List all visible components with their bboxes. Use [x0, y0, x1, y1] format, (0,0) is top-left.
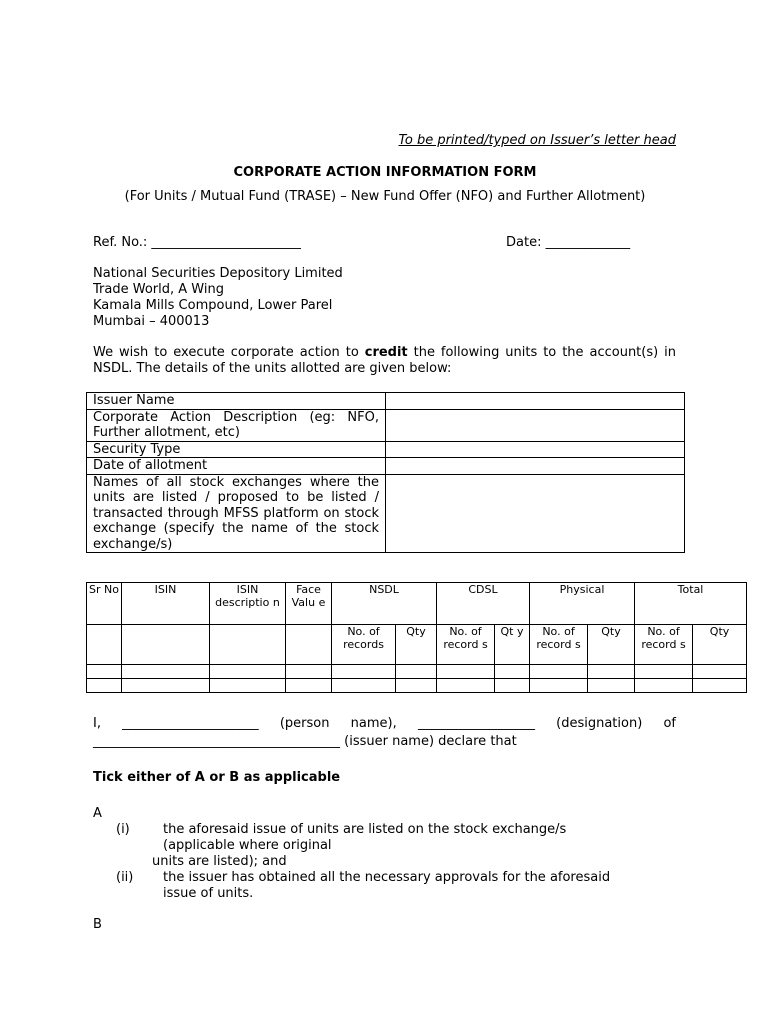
header-face-value: Face Valu e	[286, 583, 332, 625]
declaration-line-2: ______________________________________ (issuer name) declare that	[93, 734, 517, 749]
intro-bold: credit	[364, 345, 408, 360]
person-name-blank: _____________________	[122, 716, 259, 731]
value-cell[interactable]	[386, 393, 685, 410]
table-cell[interactable]	[530, 665, 588, 679]
section-b-label: B	[93, 917, 102, 932]
row-label: Issuer Name	[87, 393, 386, 410]
table-cell[interactable]	[437, 665, 495, 679]
intro-text: We wish to execute corporate action to	[93, 345, 365, 360]
table-cell[interactable]	[210, 665, 286, 679]
table-cell[interactable]	[396, 665, 437, 679]
subheader-nsdl-qty: Qty	[396, 625, 437, 665]
table-cell[interactable]	[530, 679, 588, 693]
address-line: Trade World, A Wing	[93, 282, 224, 297]
table-row	[87, 474, 685, 553]
tick-instruction: Tick either of A or B as applicable	[93, 770, 341, 785]
details-table	[86, 392, 685, 553]
declaration-text: (designation)	[556, 716, 643, 731]
item-text-line: the aforesaid issue of units are listed on the stock exchange/s	[163, 822, 567, 837]
table-cell[interactable]	[332, 679, 396, 693]
table-cell[interactable]	[210, 679, 286, 693]
header-physical: Physical	[530, 583, 635, 625]
table-cell[interactable]	[396, 679, 437, 693]
table-cell	[122, 625, 210, 665]
address-line: Kamala Mills Compound, Lower Parel	[93, 298, 333, 313]
table-cell[interactable]	[693, 679, 747, 693]
table-cell[interactable]	[635, 665, 693, 679]
table-header-row	[87, 583, 747, 625]
table-cell[interactable]	[122, 665, 210, 679]
address-line: Mumbai – 400013	[93, 314, 210, 329]
declaration-text: name),	[350, 716, 397, 731]
section-a-label: A	[93, 806, 102, 821]
value-cell[interactable]	[386, 474, 685, 553]
item-number: (ii)	[116, 870, 134, 885]
table-row	[87, 441, 685, 458]
intro-paragraph	[93, 345, 676, 377]
header-total: Total	[635, 583, 747, 625]
subheader-physical-qty: Qty	[588, 625, 635, 665]
declaration-text: (person	[279, 716, 330, 731]
table-cell[interactable]	[332, 665, 396, 679]
header-isin-description: ISIN descriptio n	[210, 583, 286, 625]
header-cdsl: CDSL	[437, 583, 530, 625]
item-number: (i)	[116, 822, 130, 837]
table-cell[interactable]	[122, 679, 210, 693]
address-line: National Securities Depository Limited	[93, 266, 343, 281]
section-a-item-2	[163, 870, 610, 902]
item-text-line: the issuer has obtained all the necessary approvals for the aforesaid	[163, 870, 611, 885]
subheader-cdsl-records: No. of record s	[437, 625, 495, 665]
letterhead-note: To be printed/typed on Issuer’s letter head	[398, 133, 676, 148]
row-label: Date of allotment	[87, 458, 386, 475]
table-cell[interactable]	[286, 665, 332, 679]
table-cell[interactable]	[437, 679, 495, 693]
subheader-total-qty: Qty	[693, 625, 747, 665]
table-cell	[210, 625, 286, 665]
value-cell[interactable]	[386, 458, 685, 475]
units-table	[86, 582, 747, 693]
value-cell[interactable]	[386, 441, 685, 458]
section-a-item-1	[163, 822, 566, 854]
declaration-text: I,	[93, 716, 101, 731]
designation-blank: __________________	[417, 716, 535, 731]
header-nsdl: NSDL	[332, 583, 437, 625]
form-subtitle: (For Units / Mutual Fund (TRASE) – New Fund Offer (NFO) and Further Allotment)	[124, 189, 646, 204]
table-cell[interactable]	[495, 679, 530, 693]
subheader-physical-records: No. of record s	[530, 625, 588, 665]
table-cell[interactable]	[588, 665, 635, 679]
table-cell[interactable]	[693, 665, 747, 679]
table-cell[interactable]	[286, 679, 332, 693]
subheader-total-records: No. of record s	[635, 625, 693, 665]
declaration-line-1	[93, 716, 676, 731]
declaration-text: of	[663, 716, 676, 731]
table-cell	[87, 625, 122, 665]
header-isin: ISIN	[122, 583, 210, 625]
row-label: Corporate Action Description (eg: NFO, Further allotment, etc)	[87, 409, 386, 441]
table-row	[87, 393, 685, 410]
row-label: Security Type	[87, 441, 386, 458]
table-row	[87, 665, 747, 679]
table-cell[interactable]	[588, 679, 635, 693]
table-cell[interactable]	[635, 679, 693, 693]
item-text-line: (applicable where original	[163, 838, 332, 853]
form-title: CORPORATE ACTION INFORMATION FORM	[233, 165, 537, 180]
table-cell[interactable]	[87, 679, 122, 693]
header-sr: Sr No	[87, 583, 122, 625]
table-cell	[286, 625, 332, 665]
row-label: Names of all stock exchanges where the units are listed / proposed to be listed / transacted through MFSS platform on stock exchange (specify the name of the stock exchange/s)	[87, 474, 386, 553]
table-cell[interactable]	[495, 665, 530, 679]
item-text-line: units are listed); and	[152, 854, 287, 869]
table-row	[87, 679, 747, 693]
table-row	[87, 458, 685, 475]
subheader-cdsl-qty: Qt y	[495, 625, 530, 665]
date-field: Date: _____________	[506, 235, 631, 250]
table-subheader-row	[87, 625, 747, 665]
value-cell[interactable]	[386, 409, 685, 441]
table-cell[interactable]	[87, 665, 122, 679]
item-text-line: issue of units.	[163, 886, 254, 901]
intro-text: the following units to the account(s) in NSDL. The details of the units allotted are given below:	[93, 345, 676, 376]
ref-no-field: Ref. No.: _______________________	[93, 235, 301, 250]
subheader-nsdl-records: No. of records	[332, 625, 396, 665]
recipient-address	[93, 266, 343, 330]
table-row	[87, 409, 685, 441]
